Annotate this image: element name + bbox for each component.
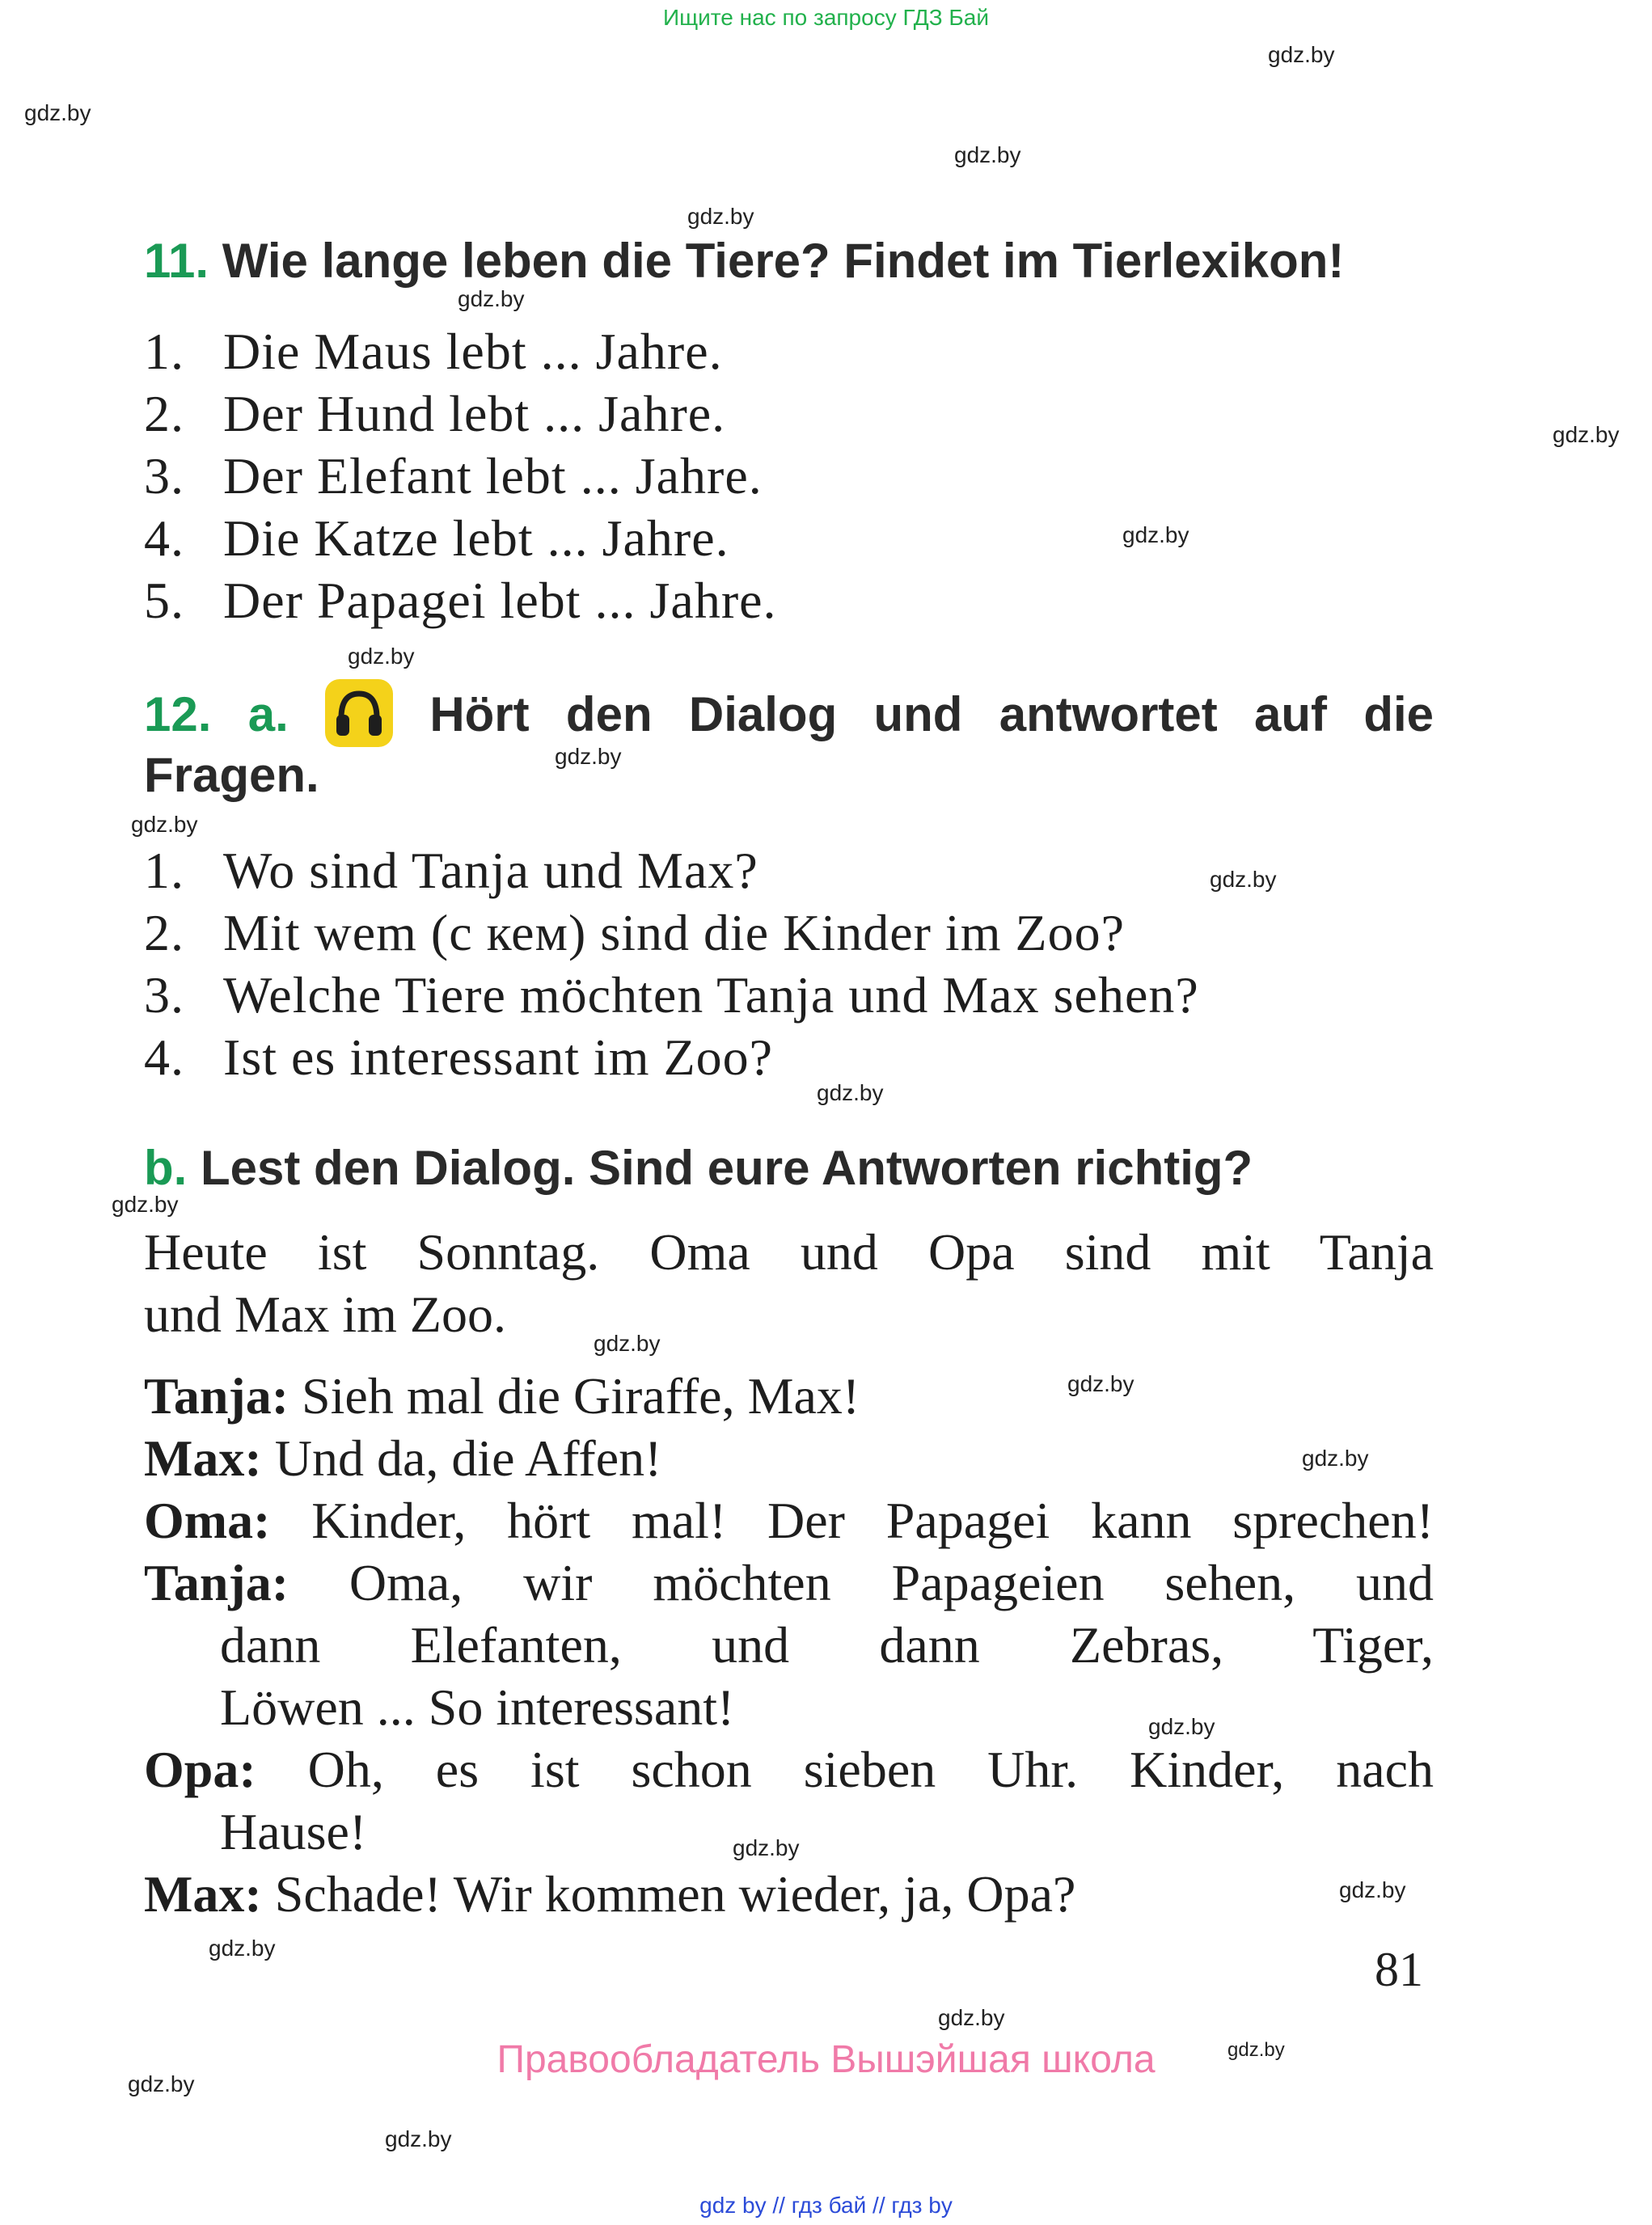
list-item: 5. Der Papagei lebt ... Jahre.: [144, 572, 777, 629]
dialog-line: Tanja: Sieh mal die Giraffe, Max!: [144, 1367, 860, 1425]
watermark: gdz.by: [1210, 867, 1277, 892]
list-item: 4. Die Katze lebt ... Jahre.: [144, 509, 729, 567]
speaker: Tanja:: [144, 1367, 289, 1425]
exercise-number: 11.: [144, 234, 209, 288]
list-item: 1. Wo sind Tanja und Max?: [144, 842, 758, 899]
exercise-label: b.: [144, 1141, 188, 1195]
watermark: gdz.by: [1339, 1877, 1406, 1902]
exercise-11-heading: [144, 233, 1344, 289]
watermark: gdz.by: [385, 2126, 452, 2151]
watermark: gdz.by: [555, 744, 622, 769]
watermark: gdz.by: [1122, 522, 1189, 547]
watermark: gdz.by: [817, 1080, 884, 1105]
watermark: gdz.by: [1227, 2039, 1285, 2061]
top-banner[interactable]: Ищите нас по запросу ГДЗ Бай: [662, 5, 990, 30]
headphones-icon: [325, 679, 393, 747]
intro-text: und Max im Zoo.: [144, 1286, 506, 1343]
dialog-line: Oma: Kinder, hört mal! Der Papagei kann sprechen!: [144, 1492, 1434, 1549]
watermark: gdz.by: [209, 1936, 276, 1961]
speaker: Opa:: [144, 1741, 256, 1798]
watermark: gdz.by: [733, 1835, 800, 1860]
watermark: gdz.by: [938, 2005, 1005, 2030]
watermark: gdz.by: [1553, 422, 1620, 447]
intro-text: Heute ist Sonntag. Oma und Opa sind mit Tanja: [144, 1223, 1434, 1281]
dialog-line-continued: Löwen ... So interessant!: [220, 1678, 735, 1736]
speaker: Tanja:: [144, 1554, 289, 1611]
watermark: gdz.by: [594, 1331, 661, 1356]
list-item: 4. Ist es interessant im Zoo?: [144, 1028, 774, 1086]
watermark: gdz.by: [1067, 1371, 1134, 1396]
watermark: gdz.by: [1302, 1446, 1369, 1471]
watermark: gdz.by: [24, 100, 91, 125]
list-item: 1. Die Maus lebt ... Jahre.: [144, 323, 723, 380]
exercise-title: Hört den Dialog und antwortet auf die: [429, 686, 1434, 741]
dialog-line: Opa: Oh, es ist schon sieben Uhr. Kinder, nach: [144, 1741, 1434, 1798]
page-number: 81: [1375, 1943, 1423, 1996]
speaker: Oma:: [144, 1492, 271, 1549]
watermark: gdz.by: [458, 286, 525, 311]
watermark: gdz.by: [348, 644, 415, 669]
watermark: gdz.by: [687, 204, 754, 229]
exercise-title-continued: Fragen.: [144, 748, 319, 802]
list-item: 2. Der Hund lebt ... Jahre.: [144, 385, 726, 442]
watermark: gdz.by: [954, 142, 1021, 167]
exercise-title: Lest den Dialog. Sind eure Antworten richtig?: [201, 1141, 1253, 1195]
speaker: Max:: [144, 1865, 262, 1923]
exercise-title: Wie lange leben die Tiere? Findet im Tierlexikon!: [222, 234, 1345, 288]
exercise-12a-heading: [144, 684, 1434, 752]
list-item: 2. Mit wem (с кем) sind die Kinder im Zoo?: [144, 904, 1125, 961]
watermark: gdz.by: [1148, 1714, 1215, 1739]
dialog-line: Max: Und da, die Affen!: [144, 1429, 662, 1487]
exercise-number: 12. a.: [144, 686, 289, 741]
exercise-12b-heading: [144, 1140, 1253, 1196]
list-item: 3. Welche Tiere möchten Tanja und Max sehen?: [144, 966, 1199, 1024]
watermark: gdz.by: [112, 1192, 179, 1217]
dialog-line: Max: Schade! Wir kommen wieder, ja, Opa?: [144, 1865, 1076, 1923]
copyright-owner: Правообладатель Вышэйшая школа: [496, 2038, 1156, 2081]
footer-links[interactable]: gdz by // гдз бай // гдз by: [699, 2193, 953, 2218]
watermark: gdz.by: [131, 812, 198, 837]
dialog-line: Tanja: Oma, wir möchten Papageien sehen, und: [144, 1554, 1434, 1611]
speaker: Max:: [144, 1429, 262, 1487]
dialog-line-continued: Hause!: [220, 1803, 367, 1860]
watermark: gdz.by: [128, 2071, 195, 2096]
list-item: 3. Der Elefant lebt ... Jahre.: [144, 447, 763, 505]
dialog-line-continued: dann Elefanten, und dann Zebras, Tiger,: [220, 1616, 1434, 1674]
watermark: gdz.by: [1268, 42, 1335, 67]
